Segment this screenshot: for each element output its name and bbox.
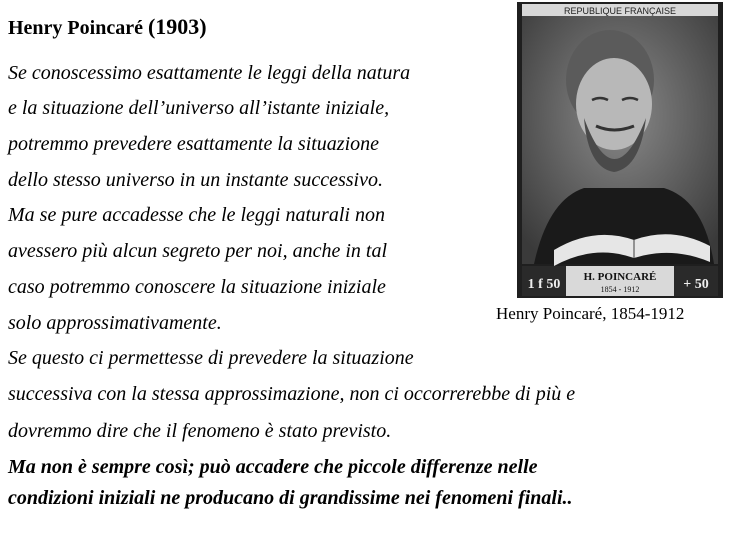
quote-line: solo approssimativamente. [8, 312, 222, 334]
quote-line: avessero più alcun segreto per noi, anche in tal [8, 240, 388, 262]
stamp-value-right: + 50 [683, 277, 709, 292]
portrait-caption: Henry Poincaré, 1854-1912 [496, 304, 685, 323]
quote-line: e la situazione dell’universo all’istante iniziale, [8, 97, 390, 119]
quote-line: Se questo ci permettesse di prevedere la situazione [8, 347, 414, 369]
emphasis-line: Ma non è sempre così; può accadere che piccole differenze nelle [8, 456, 538, 478]
quote-line: potremmo prevedere esattamente la situazione [8, 133, 380, 155]
quote-line: successiva con la stessa approssimazione, non ci occorrerebbe di più e [8, 383, 576, 405]
quote-line: Se conoscessimo esattamente le leggi della natura [8, 62, 411, 84]
stamp-dates: 1854 - 1912 [600, 285, 640, 294]
quote-line: caso potremmo conoscere la situazione iniziale [8, 276, 386, 298]
title-year: (1903) [147, 14, 207, 39]
stamp-top-text: REPUBLIQUE FRANÇAISE [563, 6, 677, 16]
poincare-stamp-image [514, 0, 726, 300]
emphasis-line: condizioni iniziali ne producano di grandissime nei fenomeni finali.. [8, 487, 573, 509]
title-name: Henry Poincaré [8, 17, 143, 39]
page-title [8, 14, 207, 40]
quote-line: dello stesso universo in un instante successivo. [8, 169, 383, 191]
stamp-value-left: 1 f 50 [527, 277, 561, 292]
quote-line: Ma se pure accadesse che le leggi naturali non [8, 204, 385, 226]
quote-line: dovremmo dire che il fenomeno è stato previsto. [8, 420, 392, 442]
stamp-name: H. POINCARÉ [583, 271, 657, 283]
